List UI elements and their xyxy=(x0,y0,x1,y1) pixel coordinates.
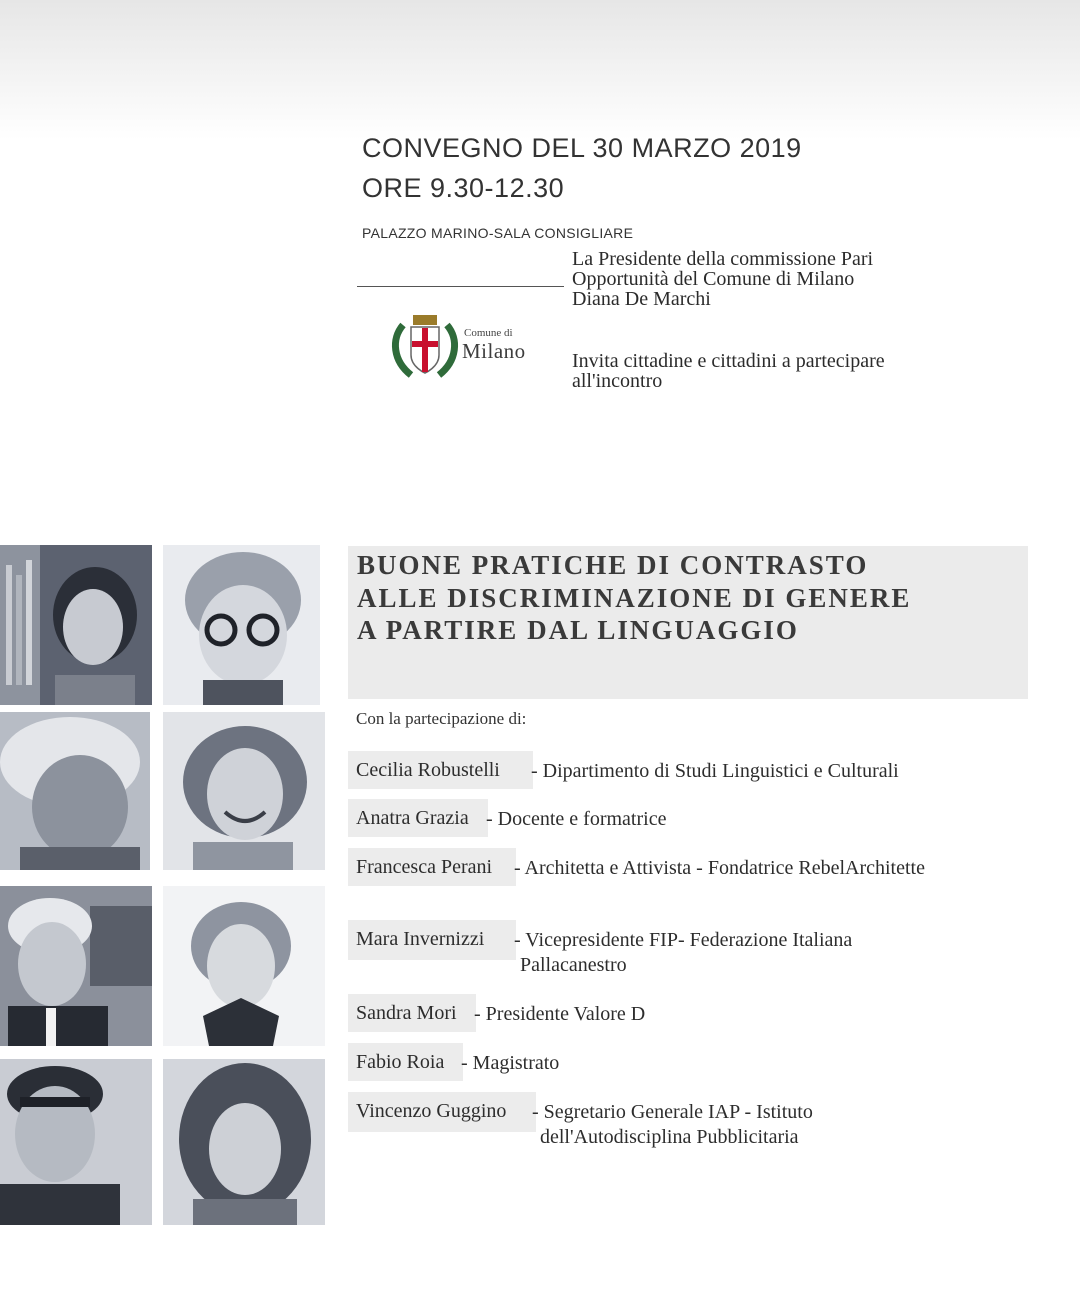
logo-text-small: Comune di xyxy=(464,327,513,339)
speaker-name: Sandra Mori xyxy=(356,1002,457,1024)
speaker-row xyxy=(348,1092,988,1148)
speaker-photo xyxy=(0,886,152,1046)
host-name: Diana De Marchi xyxy=(572,288,711,310)
speaker-row xyxy=(348,1043,988,1081)
speaker-photo xyxy=(163,1059,325,1225)
speaker-name: Francesca Perani xyxy=(356,856,493,878)
header-fade xyxy=(0,0,1080,140)
divider xyxy=(357,286,564,287)
speaker-row xyxy=(348,994,988,1032)
host-block xyxy=(572,249,972,309)
speaker-role: - Architetta e Attivista - Fondatrice RebelArchitette xyxy=(514,857,925,879)
speaker-role xyxy=(532,1100,813,1150)
speaker-row xyxy=(348,848,1028,886)
host-line: Opportunità del Comune di Milano xyxy=(572,268,855,290)
speaker-row xyxy=(348,751,988,789)
speaker-photo xyxy=(0,1059,152,1225)
invitation-line: Invita cittadine e cittadini a partecipare xyxy=(572,350,885,372)
conference-title: ALLE DISCRIMINAZIONE DI GENERE xyxy=(357,583,912,613)
speaker-name: Cecilia Robustelli xyxy=(356,759,500,781)
event-venue: PALAZZO MARINO-SALA CONSIGLIARE xyxy=(362,225,634,241)
speaker-role: - Presidente Valore D xyxy=(474,1003,646,1025)
speaker-role: - Dipartimento di Studi Linguistici e Culturali xyxy=(531,760,899,782)
invitation-line: all'incontro xyxy=(572,370,663,392)
speaker-photo xyxy=(163,712,325,870)
speaker-name: Anatra Grazia xyxy=(356,807,469,829)
speaker-name: Fabio Roia xyxy=(356,1051,445,1073)
event-time: ORE 9.30-12.30 xyxy=(362,173,565,203)
participation-label: Con la partecipazione di: xyxy=(356,709,527,728)
speaker-role-line: - Vicepresidente FIP- Federazione Italiana xyxy=(514,929,853,951)
speaker-row xyxy=(348,799,988,837)
speaker-photo xyxy=(0,712,150,870)
speaker-role-line: - Segretario Generale IAP - Istituto xyxy=(532,1101,813,1123)
speaker-role xyxy=(514,928,852,978)
speaker-role: - Magistrato xyxy=(461,1052,560,1074)
milano-crest-icon xyxy=(389,311,461,383)
speaker-role: - Docente e formatrice xyxy=(486,808,667,830)
invitation-block xyxy=(572,351,992,391)
speaker-row xyxy=(348,920,988,976)
speaker-name: Mara Invernizzi xyxy=(356,928,485,950)
event-date: CONVEGNO DEL 30 MARZO 2019 xyxy=(362,133,802,163)
speaker-photo xyxy=(163,545,320,705)
speaker-name: Vincenzo Guggino xyxy=(356,1100,507,1122)
speaker-role-line: dell'Autodisciplina Pubblicitaria xyxy=(540,1126,799,1148)
conference-title: A PARTIRE DAL LINGUAGGIO xyxy=(357,615,799,645)
speaker-role-line: Pallacanestro xyxy=(520,954,627,976)
logo-text-big: Milano xyxy=(462,339,526,363)
conference-title: BUONE PRATICHE DI CONTRASTO xyxy=(357,550,869,580)
speaker-photo xyxy=(163,886,325,1046)
host-line: La Presidente della commissione Pari xyxy=(572,248,874,270)
speaker-photo xyxy=(0,545,152,705)
